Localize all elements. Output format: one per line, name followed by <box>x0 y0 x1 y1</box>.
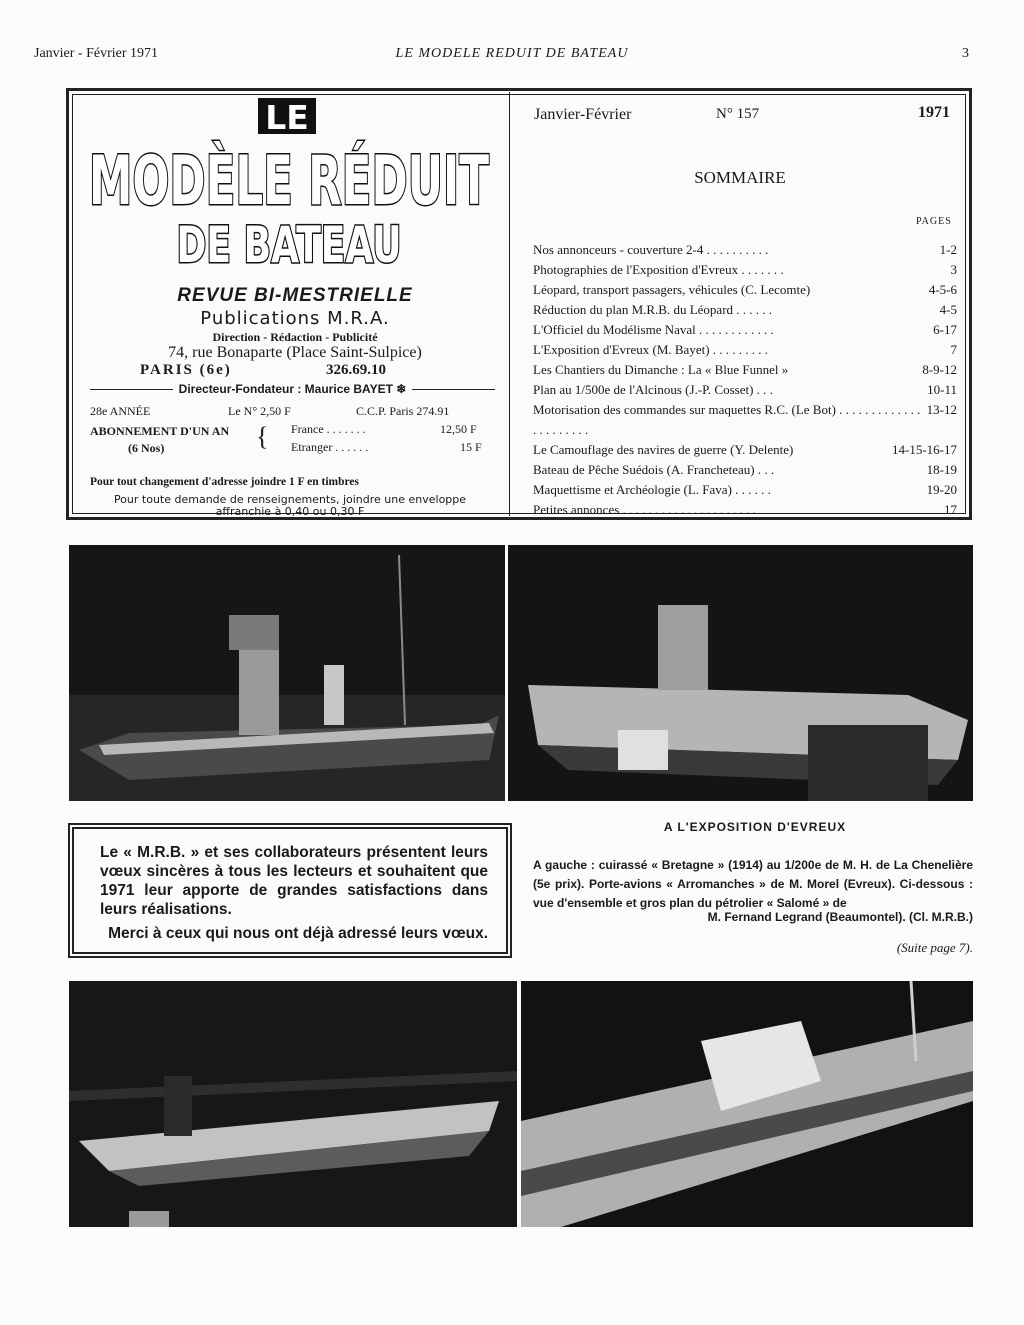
toc-item <box>533 480 957 500</box>
greeting-box <box>68 823 512 958</box>
ccp-account: C.C.P. Paris 274.91 <box>356 404 450 418</box>
running-header-date: Janvier - Février 1971 <box>34 46 159 61</box>
toc-item-pages: 4-5-6 <box>928 282 957 297</box>
issue-year: 1971 <box>918 104 950 121</box>
toc-item-title: Plan au 1/500e de l'Alcinous (J.-P. Cosset) . . . <box>533 382 773 397</box>
caption-continued: (Suite page 7). <box>896 940 973 955</box>
toc-item <box>533 440 957 460</box>
column-divider <box>509 92 510 516</box>
issue-price: Le N° 2,50 F <box>228 404 291 418</box>
toc-item-pages: 4-5 <box>939 302 957 317</box>
toc-item <box>533 360 957 380</box>
toc-item <box>533 380 957 400</box>
address: 74, rue Bonaparte (Place Saint-Sulpice) <box>168 344 422 361</box>
france-price: 12,50 F <box>440 422 477 436</box>
subscription-issues: (6 Nos) <box>128 441 165 455</box>
issue-number: N° 157 <box>716 106 760 122</box>
publisher: Publications M.R.A. <box>200 308 390 329</box>
director-line <box>90 382 495 396</box>
toc-item-title: Nos annonceurs - couverture 2-4 . . . . . . . . . . <box>533 242 769 257</box>
subscription-label: ABONNEMENT D'UN AN <box>90 424 230 438</box>
caption-title: A L'EXPOSITION D'EVREUX <box>663 820 847 834</box>
toc-item-title: Bateau de Pêche Suédois (A. Francheteau) . . . <box>533 462 775 477</box>
toc-item-title: Motorisation des commandes sur maquettes R.C. (Le Bot) . . . . . . . . . . . . . . . . . . . . . . <box>533 402 921 437</box>
photo-tanker-overview <box>69 981 517 1227</box>
magazine-subtitle: REVUE BI-MESTRIELLE <box>177 285 413 306</box>
toc-item <box>533 280 957 300</box>
toc-item <box>533 320 957 340</box>
toc-item-pages: 14-15-16-17 <box>892 442 957 457</box>
toc-item <box>533 340 957 360</box>
toc-item-pages: 17 <box>944 502 957 517</box>
issue-month: Janvier-Février <box>534 106 632 123</box>
greeting-thanks: Merci à ceux qui nous ont déjà adressé leurs vœux. <box>108 925 488 942</box>
caption-body: A gauche : cuirassé « Bretagne » (1914) au 1/200e de M. H. de La Chenelière (5e prix). Porte-avions « Arromanches » de M. Morel (Evreux). Ci-dessous : vue d'ensemble et gros plan du pétrolier « Salomé » de <box>533 858 973 910</box>
table-of-contents <box>533 240 957 520</box>
toc-item <box>533 400 957 440</box>
toc-item <box>533 260 957 280</box>
photo-tanker-closeup <box>521 981 973 1227</box>
logo-line-de-bateau: DE BATEAU <box>176 216 402 274</box>
phone-number: 326.69.10 <box>326 362 386 378</box>
toc-item-pages: 10-11 <box>927 382 957 397</box>
toc-title: SOMMAIRE <box>694 168 786 187</box>
toc-item-pages: 7 <box>950 342 957 357</box>
toc-item-pages: 19-20 <box>926 482 957 497</box>
address-change-note: Pour tout changement d'adresse joindre 1 F en timbres <box>90 476 359 488</box>
etranger-label: Etranger . . . . . . <box>291 440 369 454</box>
toc-item-title: Photographies de l'Exposition d'Evreux . . . . . . . <box>533 262 784 277</box>
toc-item-pages: 3 <box>950 262 957 277</box>
photo-battleship-bretagne <box>69 545 505 801</box>
toc-item-title: L'Officiel du Modélisme Naval . . . . . . . . . . . . <box>533 322 774 337</box>
greeting-text: Le « M.R.B. » et ses collaborateurs présentent leurs vœux sincères à tous les lecteurs et souhaitent que 1971 leur apporte de grandes satisfactions dans leurs réalisations. <box>100 844 488 918</box>
caption-credit: M. Fernand Legrand (Beaumontel). (Cl. M.R.B.) <box>707 910 973 924</box>
toc-item <box>533 240 957 260</box>
city: PARIS (6e) <box>140 362 232 378</box>
running-header-title: LE MODELE REDUIT DE BATEAU <box>395 46 629 61</box>
toc-item-pages: 13-12 <box>926 402 957 417</box>
toc-item-title: Maquettisme et Archéologie (L. Fava) . . . . . . <box>533 482 771 497</box>
logo-line-modele-reduit: MODÈLE RÉDUIT <box>89 142 713 221</box>
envelope-note: Pour toute demande de renseignements, joindre une enveloppe affranchie à 0,40 ou 0,30 F <box>113 493 467 518</box>
toc-item-title: Léopard, transport passagers, véhicules (C. Lecomte) <box>533 282 811 297</box>
france-label: France . . . . . . . <box>291 422 366 436</box>
toc-item-pages: 1-2 <box>939 242 957 257</box>
toc-item <box>533 500 957 520</box>
toc-item-title: Le Camouflage des navires de guerre (Y. Delente) <box>533 442 794 457</box>
toc-item-pages: 8-9-12 <box>922 362 957 377</box>
toc-item <box>533 460 957 480</box>
etranger-price: 15 F <box>460 440 482 454</box>
pages-label: PAGES <box>916 216 952 227</box>
year-number: 28e ANNÉE <box>90 404 151 418</box>
photo-carrier-arromanches <box>508 545 973 801</box>
toc-item-pages: 18-19 <box>926 462 957 477</box>
page-number: 3 <box>962 46 969 61</box>
services-line: Direction - Rédaction - Publicité <box>212 330 378 344</box>
toc-item-pages: 6-17 <box>933 322 957 337</box>
toc-item-title: Petites annonces . . . . . . . . . . . . . . . . . . . . . <box>533 502 756 517</box>
toc-item-title: Les Chantiers du Dimanche : La « Blue Funnel » <box>533 362 789 377</box>
logo-line-le: LE <box>265 98 309 137</box>
director-name: Directeur-Fondateur : Maurice BAYET ❄ <box>178 382 407 396</box>
toc-item-title: Réduction du plan M.R.B. du Léopard . . . . . . <box>533 302 773 317</box>
brace-symbol: { <box>256 422 269 451</box>
toc-item <box>533 300 957 320</box>
toc-item-title: L'Exposition d'Evreux (M. Bayet) . . . . . . . . . <box>533 342 769 357</box>
